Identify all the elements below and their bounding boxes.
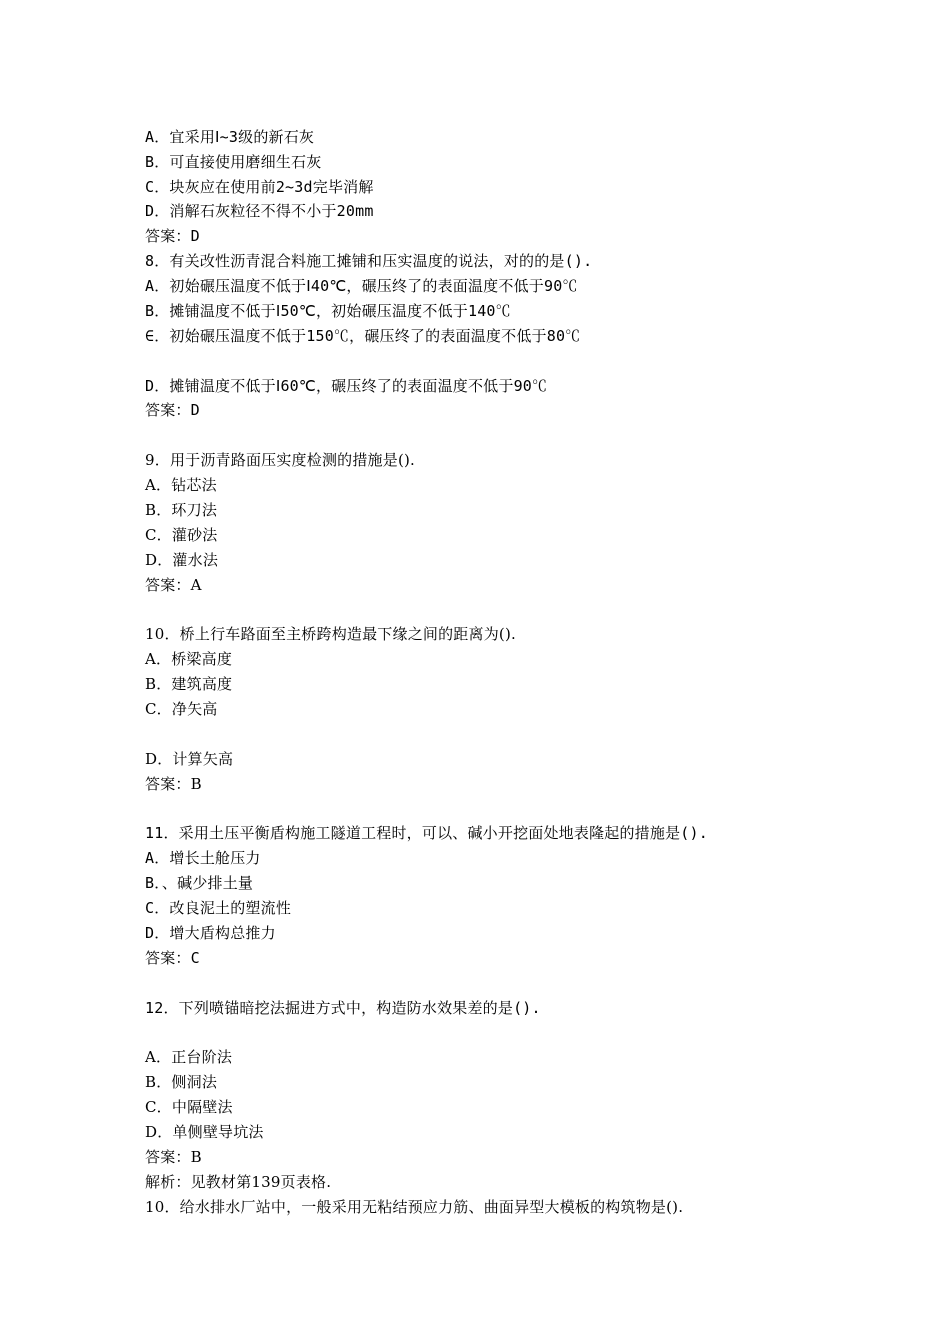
option-line: D．摊铺温度不低于Ⅰ60℃，碾压终了的表面温度不低于90℃	[145, 377, 548, 395]
option-line: A．初始碾压温度不低于Ⅰ40℃，碾压终了的表面温度不低于90℃	[145, 277, 578, 295]
question-line: 9．用于沥青路面压实度检测的措施是().	[145, 451, 416, 469]
explanation-line: 解析：见教材第139页表格.	[145, 1173, 332, 1191]
answer-line: 答案：D	[145, 227, 200, 245]
option-line: B．侧洞法	[145, 1073, 218, 1091]
option-line: C．净矢高	[145, 700, 218, 718]
answer-line: 答案：B	[145, 775, 202, 793]
option-line: B．建筑高度	[145, 675, 233, 693]
question-line: 12．下列喷锚暗挖法掘进方式中，构造防水效果差的是().	[145, 999, 541, 1017]
option-line: D．单侧壁导坑法	[145, 1123, 264, 1141]
option-line: A．增长土舱压力	[145, 849, 261, 867]
option-line: C．改良泥土的塑流性	[145, 899, 292, 917]
option-line: ∈．初始碾压温度不低于150℃，碾压终了的表面温度不低于80℃	[145, 327, 581, 345]
option-line: D．消解石灰粒径不得不小于20mm	[145, 202, 374, 220]
question-line: 10．给水排水厂站中，一般采用无粘结预应力筋、曲面异型大模板的构筑物是().	[145, 1198, 684, 1216]
answer-line: 答案：B	[145, 1148, 202, 1166]
option-line: C．中隔壁法	[145, 1098, 233, 1116]
question-line: 8．有关改性沥青混合料施工摊铺和压实温度的说法，对的的是().	[145, 252, 593, 270]
answer-line: 答案：A	[145, 576, 202, 594]
option-line: B．环刀法	[145, 501, 218, 519]
option-line: C．块灰应在使用前2~3d完毕消解	[145, 178, 374, 196]
option-line: B．可直接使用磨细生石灰	[145, 153, 322, 171]
option-line: D．计算矢高	[145, 750, 234, 768]
option-line: D．灌水法	[145, 551, 219, 569]
option-line: A．桥梁高度	[145, 650, 233, 668]
answer-line: 答案：C	[145, 949, 200, 967]
option-line: A．正台阶法	[145, 1048, 233, 1066]
option-line: B．摊铺温度不低于Ⅰ50℃，初始碾压温度不低于140℃	[145, 302, 511, 320]
question-line: 10．桥上行车路面至主桥跨构造最下缘之间的距离为().	[145, 625, 516, 643]
option-line: D．增大盾构总推力	[145, 924, 276, 942]
option-line: A．钻芯法	[145, 476, 217, 494]
option-line: B．、碱少排土量	[145, 874, 254, 892]
question-line: 11．采用土压平衡盾构施工隧道工程时，可以、碱小开挖面处地表隆起的措施是().	[145, 824, 708, 842]
answer-line: 答案：D	[145, 401, 200, 419]
option-line: C．灌砂法	[145, 526, 218, 544]
option-line: A．宜采用Ⅰ~3级的新石灰	[145, 128, 315, 146]
